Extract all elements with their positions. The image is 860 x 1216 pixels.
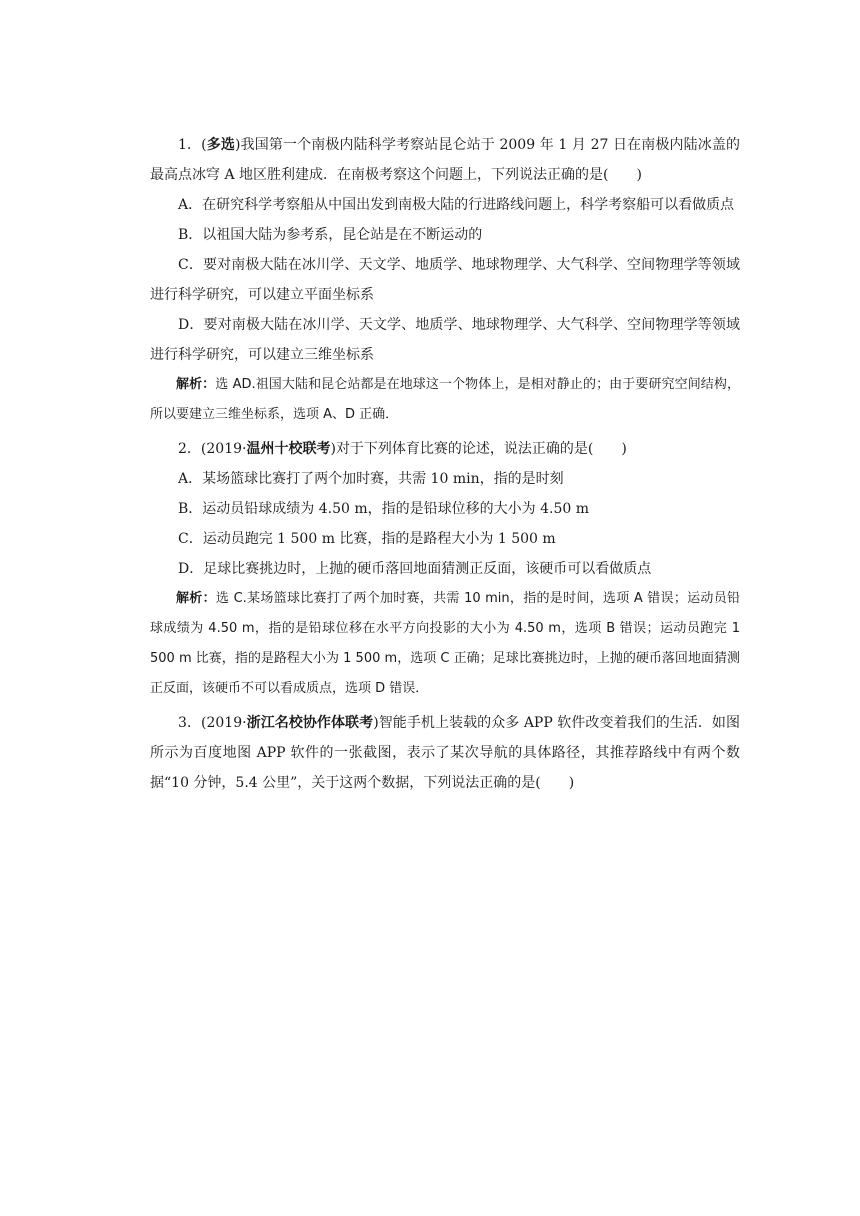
question-2-option-c: C．运动员跑完 1 500 m 比赛，指的是路程大小为 1 500 m (178, 531, 556, 547)
question-number: 1． (178, 137, 202, 153)
question-tag-open: (2019· (200, 441, 247, 457)
question-2-option-b: B．运动员铅球成绩为 4.50 m，指的是铅球位移的大小为 4.50 m (178, 501, 589, 517)
question-text: 智能手机上装载的众多 APP 软件改变着我们的生活．如图所示为百度地图 APP 软件的一张截图，表示了某次导航的具体路径，其推荐路线中有两个数据“10 分钟，5.4 公里”，关于这两个数据，下列说法正确的是( ) (150, 715, 740, 791)
question-1-option-d: D．要对南极大陆在冰川学、天文学、地质学、地球物理学、大气科学、空间物理学等领域进行科学研究，可以建立三维坐标系 (150, 317, 740, 363)
question-tag-close: ) (235, 137, 241, 153)
question-2-option-a: A．某场篮球比赛打了两个加时赛，共需 10 min，指的是时刻 (178, 471, 564, 487)
question-number: 2． (178, 441, 201, 457)
question-1-option-c: C．要对南极大陆在冰川学、天文学、地质学、地球物理学、大气科学、空间物理学等领域进行科学研究，可以建立平面坐标系 (150, 257, 740, 303)
question-content (150, 130, 740, 798)
question-tag-open: (2019· (201, 715, 247, 731)
question-1-option-b: B．以祖国大陆为参考系，昆仑站是在不断运动的 (178, 227, 483, 243)
question-2-option-d: D．足球比赛挑边时，上抛的硬币落回地面猜测正反面，该硬币可以看做质点 (178, 561, 652, 577)
question-tag-close: ) (373, 715, 379, 731)
analysis-text: 选 AD.祖国大陆和昆仑站都是在地球这一个物体上，是相对静止的；由于要研究空间结构，所以要建立三维坐标系，选项 A、D 正确． (150, 377, 740, 422)
question-1-stem (150, 130, 740, 190)
question-1-option-a: A．在研究科学考察船从中国出发到南极大陆的行进路线问题上，科学考察船可以看做质点 (178, 197, 735, 213)
question-text: 对于下列体育比赛的论述，说法正确的是( ) (335, 441, 627, 457)
question-1-analysis (150, 370, 740, 430)
question-tag: 多选 (206, 137, 236, 153)
analysis-label: 解析： (176, 377, 216, 392)
analysis-label: 解析： (176, 591, 216, 606)
question-text: 我国第一个南极内陆科学考察站昆仑站于 2009 年 1 月 27 日在南极内陆冰盖的最高点冰穹 A 地区胜利建成．在南极考察这个问题上，下列说法正确的是( ) (150, 137, 740, 183)
question-tag: 浙江名校协作体联考 (246, 715, 374, 731)
question-number: 3． (178, 715, 202, 731)
question-3-stem (150, 708, 740, 798)
question-tag-close: ) (330, 441, 336, 457)
question-tag: 温州十校联考 (246, 441, 331, 457)
question-2-analysis (150, 584, 740, 704)
question-tag-open: ( (201, 137, 207, 153)
analysis-text: 选 C.某场篮球比赛打了两个加时赛，共需 10 min，指的是时间，选项 A 错误；运动员铅球成绩为 4.50 m，指的是铅球位移在水平方向投影的大小为 4.50 m，选项 B 错误；运动员跑完 1 500 m 比赛，指的是路程大小为 1 500 m，选项 C 正确；足球比赛挑边时，上抛的硬币落回地面猜测正反面，该硬币不可以看成质点，选项 D 错误． (150, 591, 740, 696)
question-2-stem (150, 434, 740, 464)
